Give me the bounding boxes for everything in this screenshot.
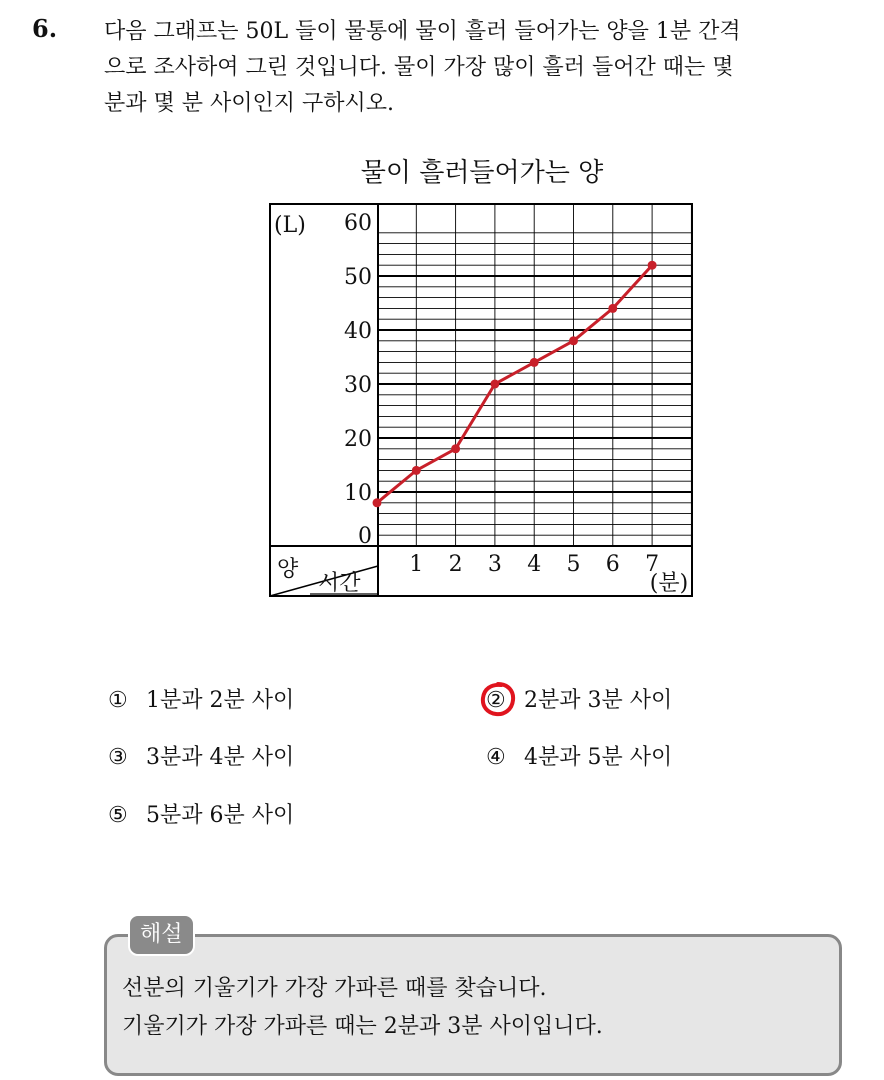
choice-5[interactable]	[108, 801, 294, 831]
x-tick-label: 2	[448, 552, 463, 577]
y-axis-unit: (L)	[274, 213, 306, 238]
y-tick-label: 10	[344, 481, 372, 506]
x-tick-label: 3	[487, 552, 502, 577]
corner-label-amount: 양	[277, 557, 299, 582]
explanation-text	[122, 970, 603, 1046]
y-tick-label: 60	[344, 211, 372, 236]
x-axis-unit: (분)	[649, 571, 689, 596]
explanation-line: 기울기가 가장 가파른 때는 2분과 3분 사이입니다.	[122, 1014, 603, 1039]
y-tick-label: 0	[358, 524, 372, 549]
question-number: 6.	[32, 14, 58, 43]
y-tick-label: 30	[344, 373, 372, 398]
data-point	[648, 261, 657, 270]
choice-label: 4분과 5분 사이	[524, 745, 673, 770]
answer-circle-mark	[479, 680, 517, 718]
choice-4[interactable]	[486, 743, 672, 773]
data-point	[490, 380, 499, 389]
choice-label: 1분과 2분 사이	[146, 688, 295, 713]
data-point	[569, 336, 578, 345]
question-line: 으로 조사하여 그린 것입니다. 물이 가장 많이 흘러 들어간 때는 몇	[104, 55, 734, 80]
choice-mark: ①	[108, 688, 128, 713]
data-point	[412, 466, 421, 475]
question-line: 분과 몇 분 사이인지 구하시오.	[104, 91, 394, 116]
choice-label: 5분과 6분 사이	[146, 803, 295, 828]
data-point	[530, 358, 539, 367]
data-point	[608, 304, 617, 313]
choice-label: 3분과 4분 사이	[146, 745, 295, 770]
choice-label: 2분과 3분 사이	[524, 688, 673, 713]
choice-mark: ⑤	[108, 803, 128, 828]
explanation-tab: 해설	[128, 914, 195, 956]
y-tick-label: 50	[344, 265, 372, 290]
choice-mark: ④	[486, 745, 506, 770]
chart-title: 물이 흘러들어가는 양	[360, 158, 604, 188]
choice-mark: ②	[486, 688, 506, 713]
data-point	[373, 498, 382, 507]
choice-mark: ③	[108, 745, 128, 770]
corner-label-time: 시간	[318, 571, 361, 596]
x-tick-label: 4	[527, 552, 542, 577]
x-tick-label: 7	[645, 552, 660, 577]
question-line: 다음 그래프는 50L 들이 물통에 물이 흘러 들어가는 양을 1분 간격	[104, 19, 741, 44]
choice-1[interactable]	[108, 686, 294, 716]
y-tick-label: 20	[344, 427, 372, 452]
data-point	[451, 444, 460, 453]
x-tick-label: 6	[605, 552, 620, 577]
x-tick-label: 5	[566, 552, 581, 577]
plot-frame	[270, 204, 692, 596]
x-tick-label: 1	[409, 552, 424, 577]
explanation-line: 선분의 기울기가 가장 가파른 때를 찾습니다.	[122, 976, 547, 1001]
y-tick-label: 40	[344, 319, 372, 344]
choice-3[interactable]	[108, 743, 294, 773]
